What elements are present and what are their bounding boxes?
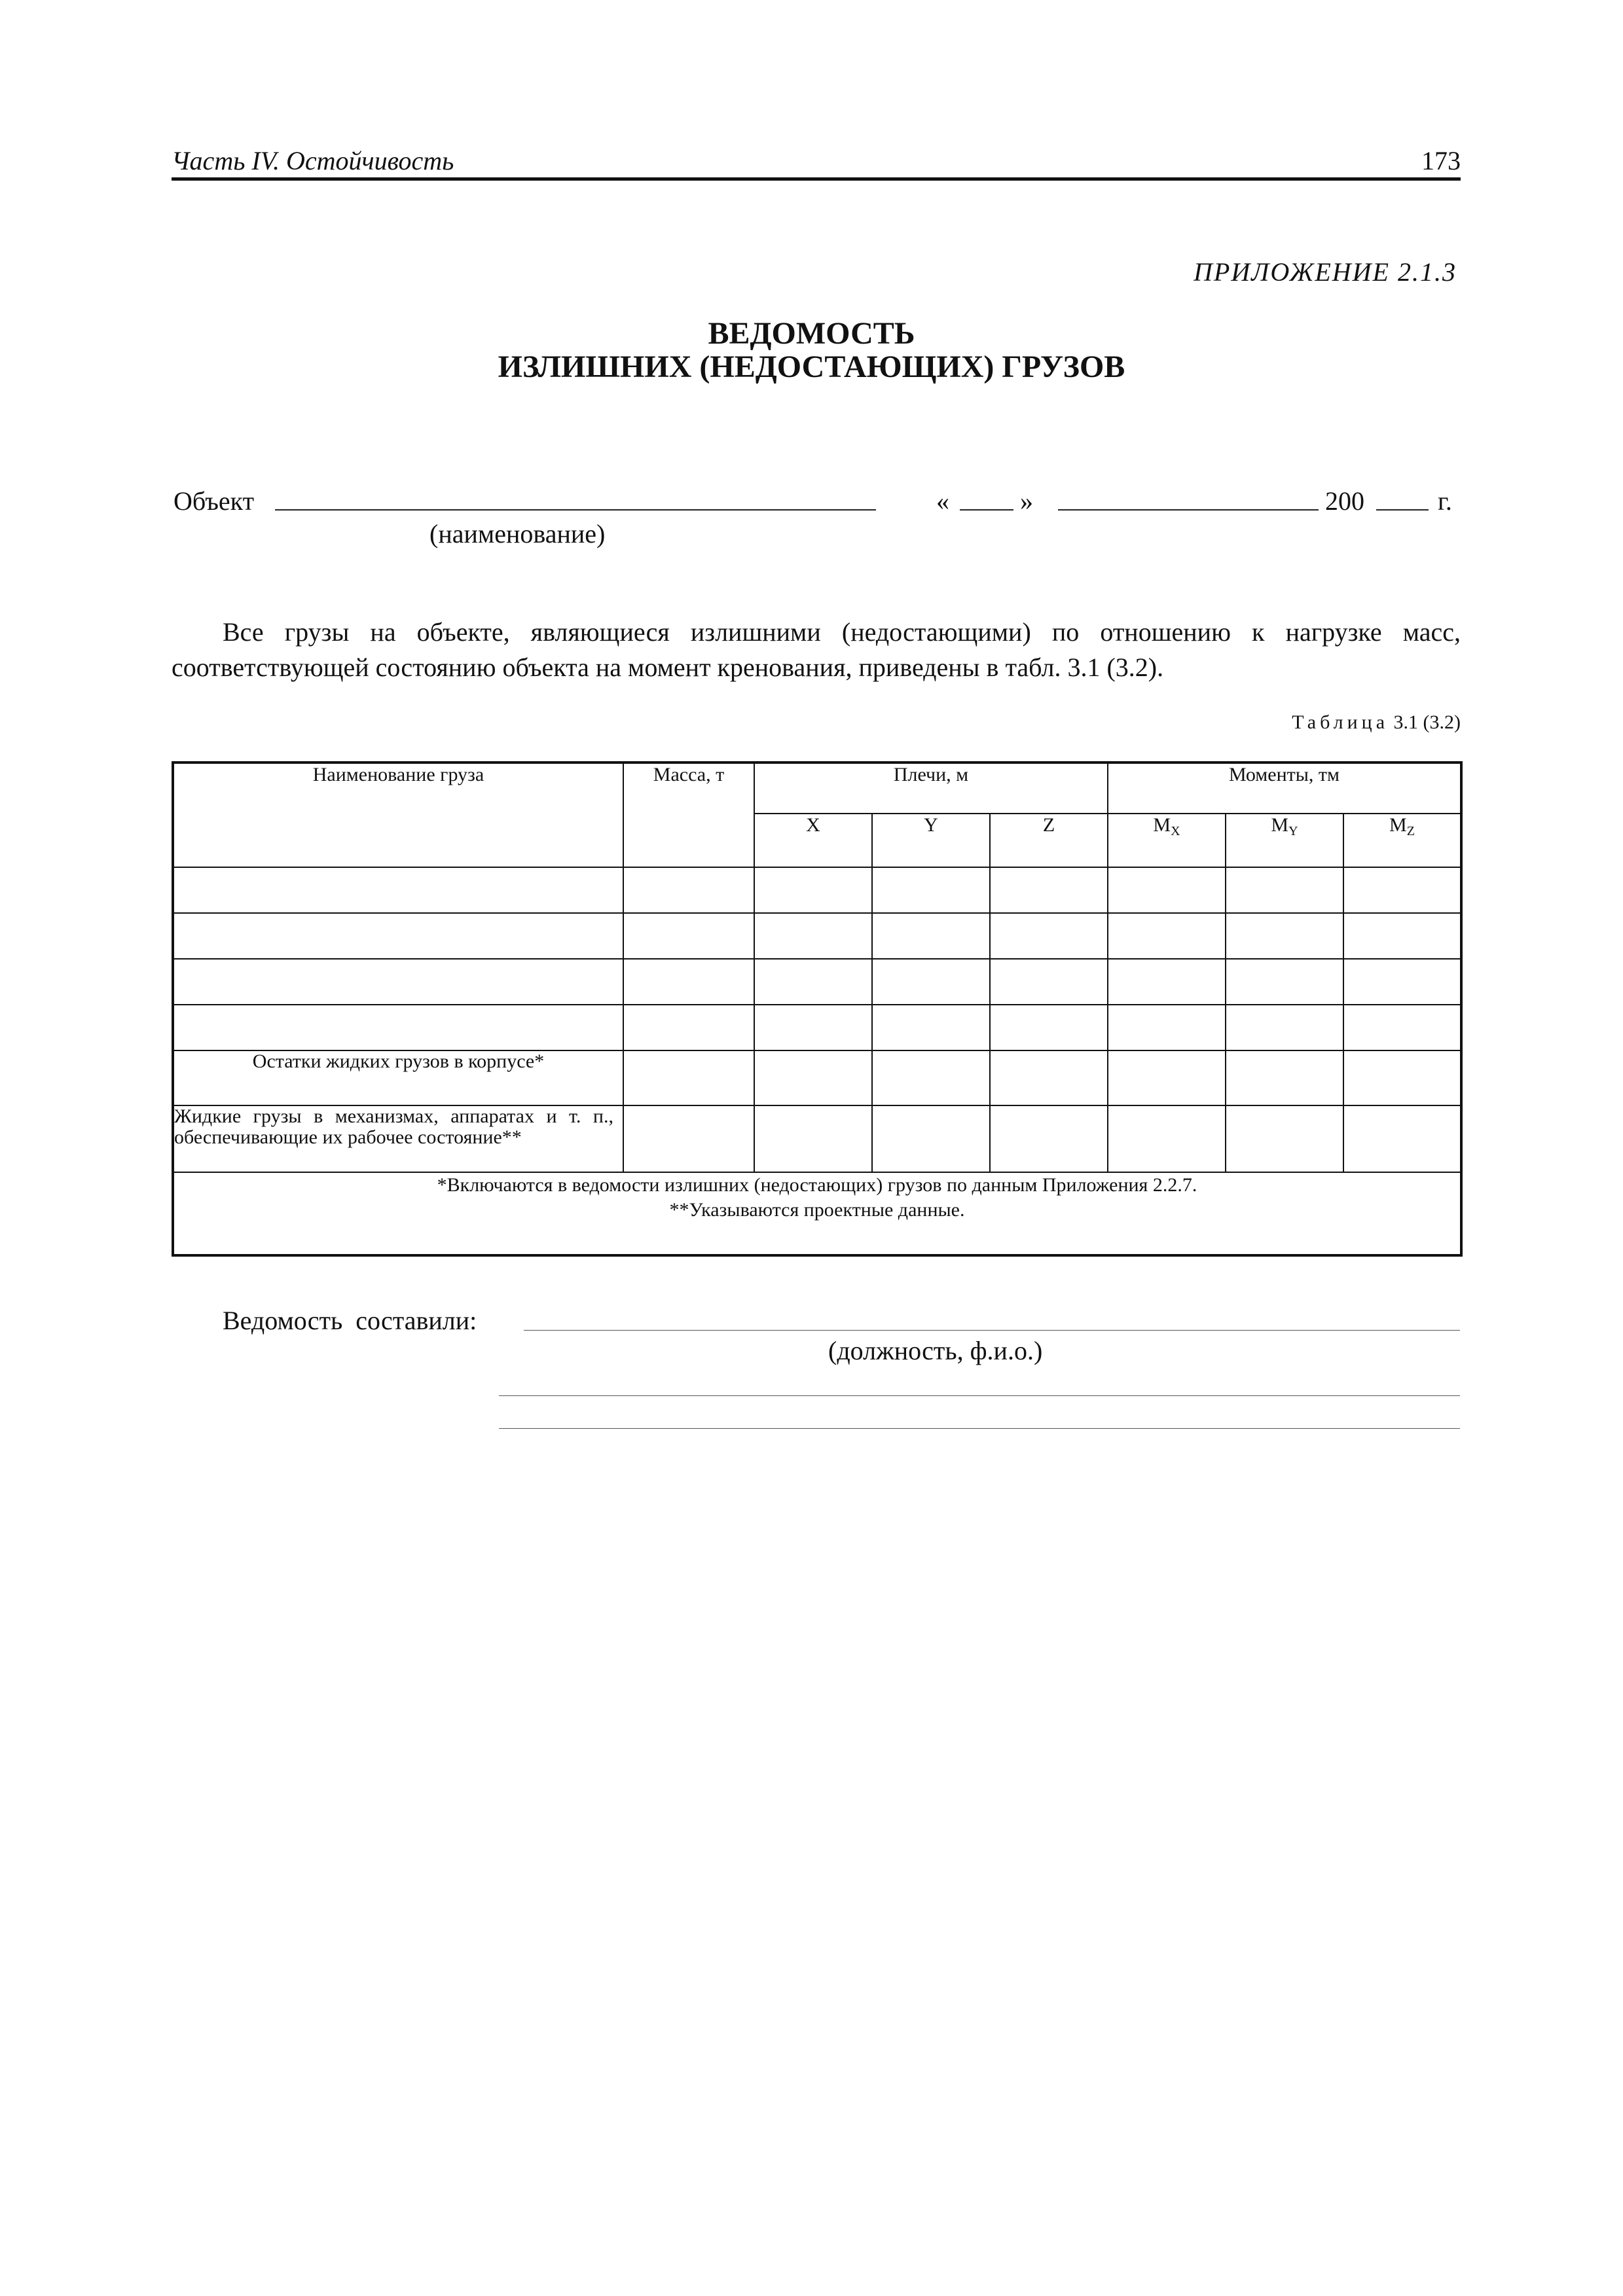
object-name-caption: (наименование) xyxy=(429,519,606,548)
date-year-prefix: 200 xyxy=(1325,486,1364,516)
footnote-1: *Включаются в ведомости излишних (недостающих) грузов по данным Приложения 2.2.7. xyxy=(437,1174,1197,1196)
table-cell[interactable] xyxy=(754,867,872,913)
table-caption-ref: 3.1 (3.2) xyxy=(1393,711,1461,733)
table-row[interactable] xyxy=(173,959,1461,1005)
table-cell[interactable] xyxy=(990,1005,1108,1050)
object-label: Объект xyxy=(173,486,255,516)
table-cell[interactable] xyxy=(872,867,990,913)
subheader-my: $M_Y$ xyxy=(1226,814,1343,867)
header-rule xyxy=(172,177,1461,181)
table-cell[interactable] xyxy=(1343,1005,1461,1050)
table-cell[interactable] xyxy=(623,1105,754,1172)
signature-field-3[interactable] xyxy=(499,1428,1460,1429)
table-cell[interactable] xyxy=(990,959,1108,1005)
date-quote-open: « xyxy=(936,486,949,516)
table-cell[interactable] xyxy=(173,1005,623,1050)
table-cell[interactable] xyxy=(754,913,872,959)
signature-caption: (должность, ф.и.о.) xyxy=(828,1336,1043,1365)
intro-paragraph-line1: Все грузы на объекте, являющиеся излишними (недостающими) по отношению к нагрузке масс, xyxy=(223,617,1461,647)
date-day-field[interactable] xyxy=(960,509,1013,511)
table-footnotes xyxy=(173,1172,1461,1255)
table-cell[interactable] xyxy=(1108,1050,1226,1105)
date-month-field[interactable] xyxy=(1058,509,1319,511)
table-cell[interactable] xyxy=(1226,1105,1343,1172)
table-cell[interactable] xyxy=(1343,1050,1461,1105)
document-title-line1: ВЕДОМОСТЬ xyxy=(708,316,915,351)
table-footnote-row xyxy=(173,1172,1461,1255)
page-number: 173 xyxy=(1421,146,1461,175)
table-caption xyxy=(1292,711,1461,734)
row-label-mechanism-liquids: Жидкие грузы в механизмах, аппаратах и т. п., обеспечивающие их рабочее состояние** xyxy=(173,1105,623,1172)
footnote-2: **Указываются проектные данные. xyxy=(669,1199,965,1221)
table-cell[interactable] xyxy=(173,867,623,913)
table-cell[interactable] xyxy=(872,1105,990,1172)
table-cell[interactable] xyxy=(754,1050,872,1105)
table-cell[interactable] xyxy=(872,913,990,959)
table-cell[interactable] xyxy=(623,867,754,913)
header-cargo-name: Наименование груза xyxy=(173,762,623,867)
table-cell[interactable] xyxy=(1108,1105,1226,1172)
signature-field-1[interactable] xyxy=(524,1330,1460,1331)
table-cell[interactable] xyxy=(754,1105,872,1172)
table-cell[interactable] xyxy=(1343,913,1461,959)
table-cell[interactable] xyxy=(990,867,1108,913)
table-cell[interactable] xyxy=(990,1105,1108,1172)
date-year-field[interactable] xyxy=(1376,509,1429,511)
subheader-y: Y xyxy=(872,814,990,867)
row-label-residual-liquids: Остатки жидких грузов в корпусе* xyxy=(173,1050,623,1105)
table-cell[interactable] xyxy=(1226,867,1343,913)
table-row-mechanism-liquids[interactable] xyxy=(173,1105,1461,1172)
table-cell[interactable] xyxy=(1108,867,1226,913)
table-cell[interactable] xyxy=(1108,913,1226,959)
table-cell[interactable] xyxy=(990,1050,1108,1105)
table-cell[interactable] xyxy=(1343,1105,1461,1172)
table-cell[interactable] xyxy=(1226,959,1343,1005)
table-cell[interactable] xyxy=(623,1005,754,1050)
table-row[interactable] xyxy=(173,1005,1461,1050)
table-cell[interactable] xyxy=(173,959,623,1005)
subheader-mx: $M_X$ xyxy=(1108,814,1226,867)
cargo-table xyxy=(172,761,1463,1257)
table-cell[interactable] xyxy=(623,1050,754,1105)
table-cell[interactable] xyxy=(990,913,1108,959)
table-cell[interactable] xyxy=(1343,959,1461,1005)
header-mass: Масса, т xyxy=(623,762,754,867)
table-cell[interactable] xyxy=(623,959,754,1005)
running-header-section: Часть IV. Остойчивость xyxy=(172,146,454,175)
intro-paragraph-line2: соответствующей состоянию объекта на момент кренования, приведены в табл. 3.1 (3.2). xyxy=(172,653,1164,682)
table-cell[interactable] xyxy=(754,959,872,1005)
table-cell[interactable] xyxy=(1226,913,1343,959)
appendix-label: ПРИЛОЖЕНИЕ 2.1.3 xyxy=(1194,257,1457,287)
table-cell[interactable] xyxy=(1343,867,1461,913)
date-year-suffix: г. xyxy=(1438,486,1452,516)
table-cell[interactable] xyxy=(872,959,990,1005)
table-cell[interactable] xyxy=(872,1005,990,1050)
table-cell[interactable] xyxy=(623,913,754,959)
table-cell[interactable] xyxy=(1108,1005,1226,1050)
signature-field-2[interactable] xyxy=(499,1395,1460,1396)
table-row[interactable] xyxy=(173,867,1461,913)
header-arms: Плечи, м xyxy=(754,762,1108,814)
table-caption-word: Таблица xyxy=(1292,711,1389,733)
table-cell[interactable] xyxy=(1108,959,1226,1005)
table-row-residual-liquids[interactable] xyxy=(173,1050,1461,1105)
document-title-line2: ИЗЛИШНИХ (НЕДОСТАЮЩИХ) ГРУЗОВ xyxy=(498,350,1125,384)
subheader-z: Z xyxy=(990,814,1108,867)
object-name-field[interactable] xyxy=(275,509,876,511)
table-row[interactable] xyxy=(173,913,1461,959)
subheader-x: X xyxy=(754,814,872,867)
table-cell[interactable] xyxy=(1226,1050,1343,1105)
table-cell[interactable] xyxy=(1226,1005,1343,1050)
table-cell[interactable] xyxy=(754,1005,872,1050)
table-cell[interactable] xyxy=(173,913,623,959)
header-moments: Моменты, тм xyxy=(1108,762,1461,814)
table-header-row xyxy=(173,762,1461,814)
intro-paragraph xyxy=(172,615,1461,685)
table-cell[interactable] xyxy=(872,1050,990,1105)
date-quote-close: » xyxy=(1020,486,1033,516)
signature-label: Ведомость составили: xyxy=(223,1306,477,1335)
subheader-mz: $M_Z$ xyxy=(1343,814,1461,867)
